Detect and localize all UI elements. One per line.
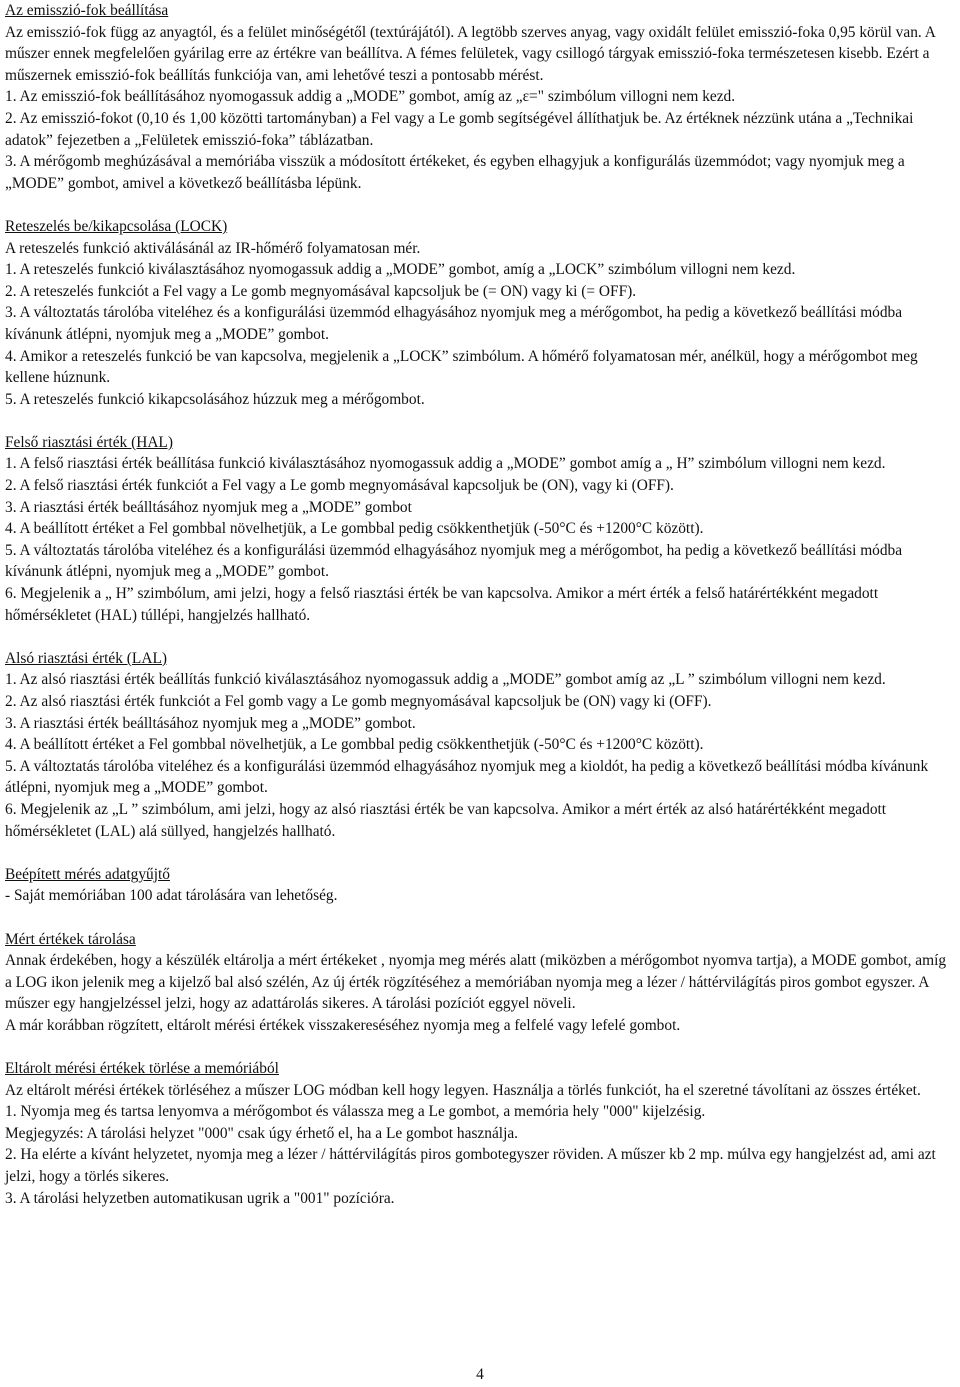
document-section: [5, 929, 955, 1037]
paragraph: 6. Megjelenik az „L ” szimbólum, ami jelzi, hogy az alsó riasztási érték be van kapcsolva. Amikor a mért érték az alsó határértékként megadott hőmérsékletet (LAL) alá süllyed, hangjelzés hallható.: [5, 800, 887, 840]
paragraph: 5. A reteszelés funkció kikapcsolásához húzzuk meg a mérőgombot.: [5, 390, 425, 408]
page-number: 4: [476, 1366, 484, 1383]
paragraph: 3. A mérőgomb meghúzásával a memóriába visszük a módosított értékeket, és egyben elhagyjuk a konfigurálás üzemmódot; vagy nyomjuk meg a „MODE” gombot, amivel a következő beállításba lépünk.: [5, 153, 905, 192]
document-section: [5, 648, 955, 842]
paragraph: 4. A beállított értéket a Fel gombbal növelhetjük, a Le gombbal pedig csökkenthetjük (-50°C és +1200°C között).: [5, 736, 704, 754]
paragraph: 3. A riasztási érték beálltásához nyomjuk meg a „MODE” gombot: [5, 498, 412, 516]
paragraph: 6. Megjelenik a „ H” szimbólum, ami jelzi, hogy a felső riasztási érték be van kapcsolva. Amikor a mért érték a felső határértékként megadott hőmérsékletet (HAL) túllépi, hangjelzés hallható.: [5, 585, 879, 624]
section-heading: Az emisszió-fok beállítása: [5, 2, 169, 19]
paragraph: A reteszelés funkció aktiválásánál az IR-hőmérő folyamatosan mér.: [5, 239, 421, 257]
paragraph: 4. A beállított értéket a Fel gombbal növelhetjük, a Le gombbal pedig csökkenthetjük (-50°C és +1200°C között).: [5, 520, 704, 538]
paragraph: 2. A reteszelés funkciót a Fel vagy a Le gomb megnyomásával kapcsoljuk be (= ON) vagy ki (= OFF).: [5, 282, 637, 300]
section-heading: Alsó riasztási érték (LAL): [5, 649, 167, 667]
paragraph: Az eltárolt mérési értékek törléséhez a műszer LOG módban kell hogy legyen. Használja a törlés funkciót, ha el szeretné távolítani az összes értéket.: [5, 1081, 921, 1099]
section-heading: Felső riasztási érték (HAL): [5, 433, 173, 451]
paragraph: 1. A reteszelés funkció kiválasztásához nyomogassuk addig a „MODE” gombot, amíg a „LOCK” szimbólum villogni nem kezd.: [5, 261, 796, 279]
paragraph: 1. Az emisszió-fok beállításához nyomogassuk addig a „MODE” gombot, amíg az „ε=" szimbólum villogni nem kezd.: [5, 88, 736, 106]
document-section: [5, 216, 955, 410]
paragraph: 3. A riasztási érték beálltásához nyomjuk meg a „MODE” gombot.: [5, 714, 416, 732]
document-section: [5, 864, 955, 907]
document-section: [5, 0, 955, 194]
paragraph: 2. Ha elérte a kívánt helyzetet, nyomja meg a lézer / háttérvilágítás piros gombotegyszer röviden. A műszer kb 2 mp. múlva egy hangjelzést ad, ami azt jelzi, hogy a törlés sikeres.: [5, 1146, 936, 1186]
paragraph: 2. A felső riasztási érték funkciót a Fel vagy a Le gomb megnyomásával kapcsoljuk be (ON), vagy ki (OFF).: [5, 477, 674, 495]
paragraph: 3. A tárolási helyzetben automatikusan ugrik a "001" pozícióra.: [5, 1189, 395, 1207]
section-heading: Reteszelés be/kikapcsolása (LOCK): [5, 217, 228, 235]
paragraph: 5. A változtatás tárolóba viteléhez és a konfigurálási üzemmód elhagyásához nyomjuk meg a mérőgombot, ha pedig a következő beállítási módba kívánunk átlépni, nyomjuk meg a „MODE” gombot.: [5, 541, 903, 581]
paragraph: 2. Az emisszió-fokot (0,10 és 1,00 közötti tartományban) a Fel vagy a Le gomb segítségével állíthatjuk be. Az értéknek nézzünk utána a „Technikai adatok” fejezetben a „Felületek emisszió-foka” táblázatban.: [5, 109, 914, 149]
paragraph: 1. Az alsó riasztási érték beállítás funkció kiválasztásához nyomogassuk addig a „MODE” gombot amíg az „L ” szimbólum villogni nem kezd.: [5, 671, 886, 689]
paragraph: 3. A változtatás tárolóba viteléhez és a konfigurálási üzemmód elhagyásához nyomjuk meg a mérőgombot, ha pedig a következő beállítási módba kívánunk átlépni, nyomjuk meg a „MODE” gombot.: [5, 304, 903, 343]
paragraph: 1. A felső riasztási érték beállítása funkció kiválasztásához nyomogassuk addig a „MODE” gombot amíg a „ H” szimbólum villogni nem kezd.: [5, 455, 886, 473]
paragraph: 5. A változtatás tárolóba viteléhez és a konfigurálási üzemmód elhagyásához nyomjuk meg a kioldót, ha pedig a következő beállítási módba kívánunk átlépni, nyomjuk meg a „MODE” gombot.: [5, 757, 929, 797]
paragraph: Megjegyzés: A tárolási helyzet "000" csak úgy érhető el, ha a Le gombot használja.: [5, 1124, 519, 1142]
paragraph: - Saját memóriában 100 adat tárolására van lehetőség.: [5, 887, 338, 905]
document-page: [5, 0, 955, 1231]
paragraph: Annak érdekében, hogy a készülék eltárolja a mért értékeket , nyomja meg mérés alatt (miközben a mérőgombot nyomva tartja), a MODE gombot, amíg a LOG ikon jelenik meg a kijelző bal alsó szélén, Az új érték rögzítéséhez a memóriában nyomja meg a lézer / háttérvilágítás piros gombot egyszer. A műszer egy hangjelzéssel jelzi, hogy az adattárolás sikeres. A tárolási pozíciót eggyel növeli.: [5, 952, 947, 1013]
paragraph: 2. Az alsó riasztási érték funkciót a Fel gomb vagy a Le gomb megnyomásával kapcsoljuk be (ON) vagy ki (OFF).: [5, 693, 712, 710]
paragraph: Az emisszió-fok függ az anyagtól, és a felület minőségétől (textúrájától). A legtöbb szerves anyag, vagy oxidált felület emisszió-foka 0,95 körül van. A műszer ennek megfelelően gyárilag erre az értékre van beállítva. A fémes felületek, vagy csillogó tárgyak emisszió-foka természetesen kisebb. Ezért a műszernek emisszió-fok beállítás funkciója van, ami lehetővé teszi a pontosabb mérést.: [5, 23, 936, 84]
section-heading: Beépített mérés adatgyűjtő: [5, 865, 170, 883]
paragraph: 4. Amikor a reteszelés funkció be van kapcsolva, megjelenik a „LOCK” szimbólum. A hőmérő folyamatosan mér, anélkül, hogy a mérőgombot meg kellene húznunk.: [5, 347, 918, 387]
section-heading: Mért értékek tárolása: [5, 930, 136, 948]
paragraph: 1. Nyomja meg és tartsa lenyomva a mérőgombot és válassza meg a Le gombot, a memória hely "000" kijelzésig.: [5, 1103, 706, 1121]
document-section: [5, 1058, 955, 1209]
paragraph: A már korábban rögzített, eltárolt mérési értékek visszakereséséhez nyomja meg a felfelé vagy lefelé gombot.: [5, 1016, 681, 1034]
document-section: [5, 432, 955, 626]
section-heading: Eltárolt mérési értékek törlése a memóriából: [5, 1060, 279, 1078]
